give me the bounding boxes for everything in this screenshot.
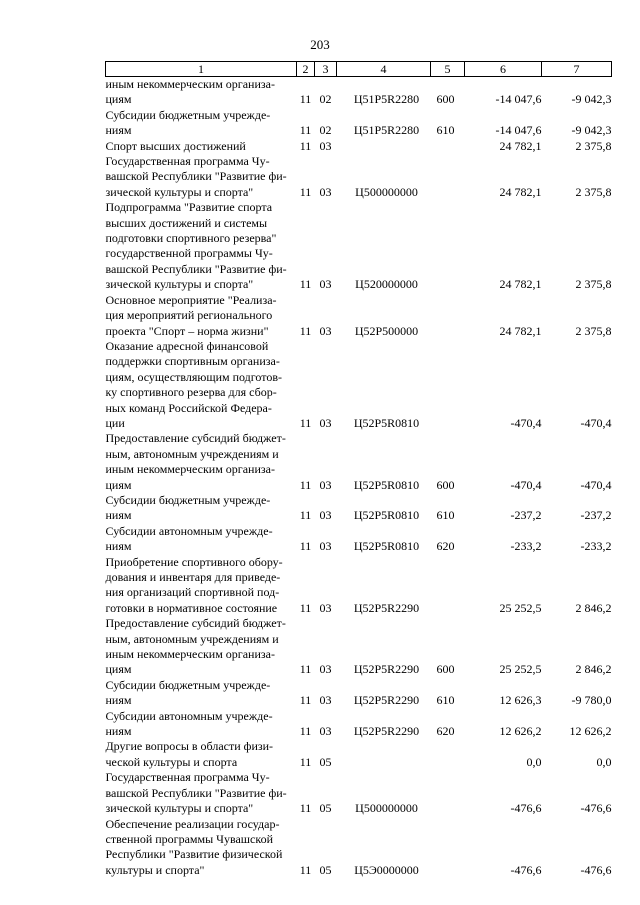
row-cell-col5: 610: [436, 123, 455, 138]
column-header-1: 1: [106, 62, 297, 77]
table-row: [106, 431, 612, 493]
row-name-cell: [106, 431, 297, 493]
row-cell-col3: 03: [319, 184, 332, 199]
row-name-line: Государственная программа Чу-: [105, 770, 270, 785]
row-cell-col3: 03: [319, 693, 332, 708]
row-cell-col2: 11: [299, 862, 312, 877]
table-row: [106, 555, 612, 617]
budget-table: [105, 61, 612, 878]
row-name-line: ным, автономным учреждениям и: [105, 631, 279, 646]
row-cell-col4: Ц52Р5R0810: [353, 539, 420, 554]
row-cell-col4: [337, 139, 431, 154]
row-cell-col2: 11: [299, 323, 312, 338]
row-name-line: ку спортивного резерва для сбор-: [105, 385, 277, 400]
row-cell-col4: Ц52Р5R2290: [353, 600, 420, 615]
row-cell-col4: Ц5Э0000000: [354, 862, 419, 877]
row-name-cell: [106, 817, 297, 879]
row-name-line: государственной программы Чу-: [105, 246, 273, 261]
row-cell-col5: [431, 139, 465, 154]
row-cell-col5: 600: [436, 662, 455, 677]
row-cell-col5: [431, 817, 465, 879]
row-name-line: поддержки спортивным организа-: [105, 354, 280, 369]
row-cell-col3: 03: [319, 724, 332, 739]
row-cell-col3: 02: [319, 123, 332, 138]
row-cell-col6: -14 047,6: [495, 123, 542, 138]
row-cell-col7: 2 375,8: [575, 323, 612, 338]
row-cell-col7: -476,6: [580, 801, 612, 816]
row-cell-col5: [431, 293, 465, 339]
row-cell-col4: Ц52Р5R2290: [353, 724, 420, 739]
row-cell-col6: -233,2: [510, 539, 542, 554]
row-name-cell: [106, 200, 297, 292]
table-row: [106, 678, 612, 709]
row-name-line: иным некоммерческим организа-: [105, 77, 275, 91]
row-name-line: зической культуры и спорта": [105, 184, 254, 199]
row-name-line: Основное мероприятие "Реализа-: [105, 292, 277, 307]
row-cell-col7: 12 626,2: [569, 724, 612, 739]
row-name-line: Предоставление субсидий бюджет-: [105, 616, 286, 631]
row-cell-col2: 11: [299, 123, 312, 138]
row-name-cell: [106, 139, 297, 154]
row-cell-col7: 2 846,2: [575, 600, 612, 615]
row-cell-col7: -470,4: [580, 477, 612, 492]
row-cell-col4: Ц52Р5R0810: [353, 415, 420, 430]
table-row: [106, 709, 612, 740]
row-cell-col4: Ц52Р5R2290: [353, 693, 420, 708]
table-row: [106, 616, 612, 678]
row-cell-col6: 24 782,1: [499, 323, 542, 338]
row-name-line: ственной программы Чувашской: [105, 831, 274, 846]
row-cell-col7: 2 375,8: [575, 138, 612, 153]
row-name-line: вашской Республики "Развитие фи-: [105, 261, 287, 276]
row-cell-col6: 24 782,1: [499, 277, 542, 292]
row-name-line: Обеспечение реализации государ-: [105, 816, 280, 831]
row-cell-col2: 11: [299, 477, 312, 492]
row-cell-col7: -470,4: [580, 415, 612, 430]
row-cell-col2: 11: [299, 508, 312, 523]
column-header-5: 5: [431, 62, 465, 77]
row-cell-col4: Ц52Р5R2290: [353, 662, 420, 677]
table-row: [106, 200, 612, 292]
table-row: [106, 739, 612, 770]
row-cell-col5: [431, 339, 465, 431]
row-name-cell: [106, 77, 297, 108]
row-cell-col3: 03: [319, 277, 332, 292]
row-name-line: культуры и спорта": [105, 862, 205, 877]
row-cell-col2: 11: [299, 92, 312, 107]
row-name-cell: [106, 678, 297, 709]
row-name-line: ниям: [105, 123, 132, 138]
row-name-cell: [106, 154, 297, 200]
row-cell-col2: 11: [299, 693, 312, 708]
row-name-line: Другие вопросы в области физи-: [105, 739, 274, 754]
row-cell-col2: 11: [299, 754, 312, 769]
row-cell-col3: 03: [319, 508, 332, 523]
row-cell-col5: [431, 154, 465, 200]
row-cell-col6: -476,6: [510, 862, 542, 877]
row-name-cell: [106, 555, 297, 617]
row-cell-col7: -9 780,0: [571, 693, 612, 708]
row-name-line: Субсидии бюджетным учрежде-: [105, 492, 271, 507]
row-name-line: ных команд Российской Федера-: [105, 400, 272, 415]
row-cell-col6: -14 047,6: [495, 92, 542, 107]
row-name-line: высших достижений и системы: [105, 215, 268, 230]
table-row: [106, 339, 612, 431]
row-name-line: Субсидии автономным учрежде-: [105, 708, 273, 723]
row-cell-col5: 600: [436, 477, 455, 492]
row-cell-col2: 11: [299, 801, 312, 816]
row-name-line: дования и инвентаря для приведе-: [105, 570, 281, 584]
row-cell-col7: 2 375,8: [575, 184, 612, 199]
row-name-line: циям: [105, 477, 132, 492]
row-name-line: ческой культуры и спорта: [105, 754, 238, 769]
row-cell-col4: Ц51Р5R2280: [353, 123, 420, 138]
row-cell-col2: 11: [299, 415, 312, 430]
row-cell-col2: 11: [299, 539, 312, 554]
row-name-cell: [106, 108, 297, 139]
row-name-line: Спорт высших достижений: [105, 138, 246, 153]
row-name-line: Субсидии бюджетным учрежде-: [105, 107, 271, 122]
row-cell-col5: 610: [436, 508, 455, 523]
row-name-line: Субсидии автономным учрежде-: [105, 523, 273, 538]
row-name-line: иным некоммерческим организа-: [105, 462, 275, 477]
row-cell-col7: 0,0: [596, 754, 612, 769]
row-name-cell: [106, 293, 297, 339]
row-name-line: ным, автономным учреждениям и: [105, 446, 279, 461]
row-cell-col4: Ц52Р5R0810: [353, 508, 420, 523]
row-cell-col3: 05: [319, 754, 332, 769]
row-cell-col5: [431, 555, 465, 617]
row-cell-col2: 11: [299, 138, 312, 153]
column-header-3: 3: [315, 62, 337, 77]
row-cell-col3: 05: [319, 862, 332, 877]
table-row: [106, 524, 612, 555]
row-name-line: ция мероприятий регионального: [105, 308, 273, 323]
row-cell-col5: 600: [436, 92, 455, 107]
row-cell-col2: 11: [299, 662, 312, 677]
row-cell-col2: 11: [299, 600, 312, 615]
row-cell-col2: 11: [299, 184, 312, 199]
row-cell-col5: [431, 770, 465, 816]
row-cell-col6: 0,0: [526, 754, 542, 769]
table-row: [106, 154, 612, 200]
row-name-line: Субсидии бюджетным учрежде-: [105, 677, 271, 692]
table-row: [106, 493, 612, 524]
row-cell-col4: Ц51Р5R2280: [353, 92, 420, 107]
row-cell-col3: 03: [319, 539, 332, 554]
row-name-cell: [106, 339, 297, 431]
page-number: 203: [310, 37, 330, 52]
row-name-line: Приобретение спортивного обору-: [105, 554, 283, 569]
row-name-line: ниям: [105, 539, 132, 554]
row-name-line: проекта "Спорт – норма жизни": [105, 323, 269, 338]
row-name-cell: [106, 709, 297, 740]
row-cell-col2: 11: [299, 277, 312, 292]
row-name-line: иным некоммерческим организа-: [105, 647, 275, 662]
row-cell-col7: -9 042,3: [571, 92, 612, 107]
row-name-line: ции: [105, 415, 125, 430]
row-cell-col4: [337, 739, 431, 770]
row-cell-col6: -470,4: [510, 477, 542, 492]
row-name-line: циям: [105, 662, 132, 677]
row-name-line: подготовки спортивного резерва": [105, 231, 277, 246]
row-cell-col7: -237,2: [580, 508, 612, 523]
row-cell-col5: 620: [436, 724, 455, 739]
row-cell-col6: -476,6: [510, 801, 542, 816]
row-cell-col5: 610: [436, 693, 455, 708]
row-cell-col7: -476,6: [580, 862, 612, 877]
row-name-line: ниям: [105, 693, 132, 708]
column-header-2: 2: [297, 62, 315, 77]
row-name-cell: [106, 770, 297, 816]
row-cell-col5: [431, 200, 465, 292]
table-row: [106, 108, 612, 139]
table-row: [106, 293, 612, 339]
row-cell-col4: Ц52Р5R0810: [353, 477, 420, 492]
row-cell-col4: Ц500000000: [355, 184, 418, 199]
row-cell-col3: 03: [319, 138, 332, 153]
table-row: [106, 770, 612, 816]
row-cell-col7: -233,2: [580, 539, 612, 554]
row-cell-col3: 03: [319, 323, 332, 338]
row-name-line: Оказание адресной финансовой: [105, 338, 269, 353]
table-row: [106, 77, 612, 108]
row-cell-col5: [431, 739, 465, 770]
row-cell-col4: Ц500000000: [355, 801, 418, 816]
column-header-4: 4: [337, 62, 431, 77]
table-row: [106, 817, 612, 879]
row-name-line: вашской Республики "Развитие фи-: [105, 169, 287, 184]
row-cell-col3: 03: [319, 600, 332, 615]
row-cell-col3: 02: [319, 92, 332, 107]
row-cell-col4: Ц520000000: [355, 277, 418, 292]
row-cell-col2: 11: [299, 724, 312, 739]
table-row: [106, 139, 612, 154]
row-name-cell: [106, 739, 297, 770]
row-cell-col6: 25 252,5: [499, 600, 542, 615]
row-name-line: ниям: [105, 724, 132, 739]
row-cell-col6: 24 782,1: [499, 138, 542, 153]
row-name-line: ниям: [105, 508, 132, 523]
row-cell-col3: 03: [319, 477, 332, 492]
row-cell-col6: 12 626,2: [499, 724, 542, 739]
header-row: [106, 62, 612, 77]
row-cell-col6: 24 782,1: [499, 184, 542, 199]
row-cell-col7: 2 846,2: [575, 662, 612, 677]
row-name-line: циям, осуществляющим подготов-: [105, 369, 282, 384]
row-name-line: Республики "Развитие физической: [105, 847, 283, 862]
row-cell-col3: 03: [319, 662, 332, 677]
row-cell-col7: 2 375,8: [575, 277, 612, 292]
row-cell-col3: 03: [319, 415, 332, 430]
row-name-line: готовки в нормативное состояние: [105, 600, 278, 615]
table-body: [106, 77, 612, 879]
row-name-cell: [106, 616, 297, 678]
row-name-line: Государственная программа Чу-: [105, 154, 270, 169]
row-name-line: ния организаций спортивной под-: [105, 585, 280, 600]
row-cell-col6: -470,4: [510, 415, 542, 430]
row-name-cell: [106, 524, 297, 555]
row-name-line: Подпрограмма "Развитие спорта: [105, 200, 273, 215]
row-name-line: вашской Республики "Развитие фи-: [105, 785, 287, 800]
row-cell-col6: -237,2: [510, 508, 542, 523]
row-cell-col6: 12 626,3: [499, 693, 542, 708]
row-cell-col3: 05: [319, 801, 332, 816]
row-cell-col5: 620: [436, 539, 455, 554]
row-cell-col4: Ц52Р500000: [354, 323, 419, 338]
row-name-line: Предоставление субсидий бюджет-: [105, 431, 286, 446]
column-header-7: 7: [542, 62, 612, 77]
column-header-6: 6: [465, 62, 542, 77]
row-name-line: циям: [105, 92, 132, 107]
row-cell-col7: -9 042,3: [571, 123, 612, 138]
row-cell-col6: 25 252,5: [499, 662, 542, 677]
row-name-cell: [106, 493, 297, 524]
row-name-line: зической культуры и спорта": [105, 801, 254, 816]
row-name-line: зической культуры и спорта": [105, 277, 254, 292]
